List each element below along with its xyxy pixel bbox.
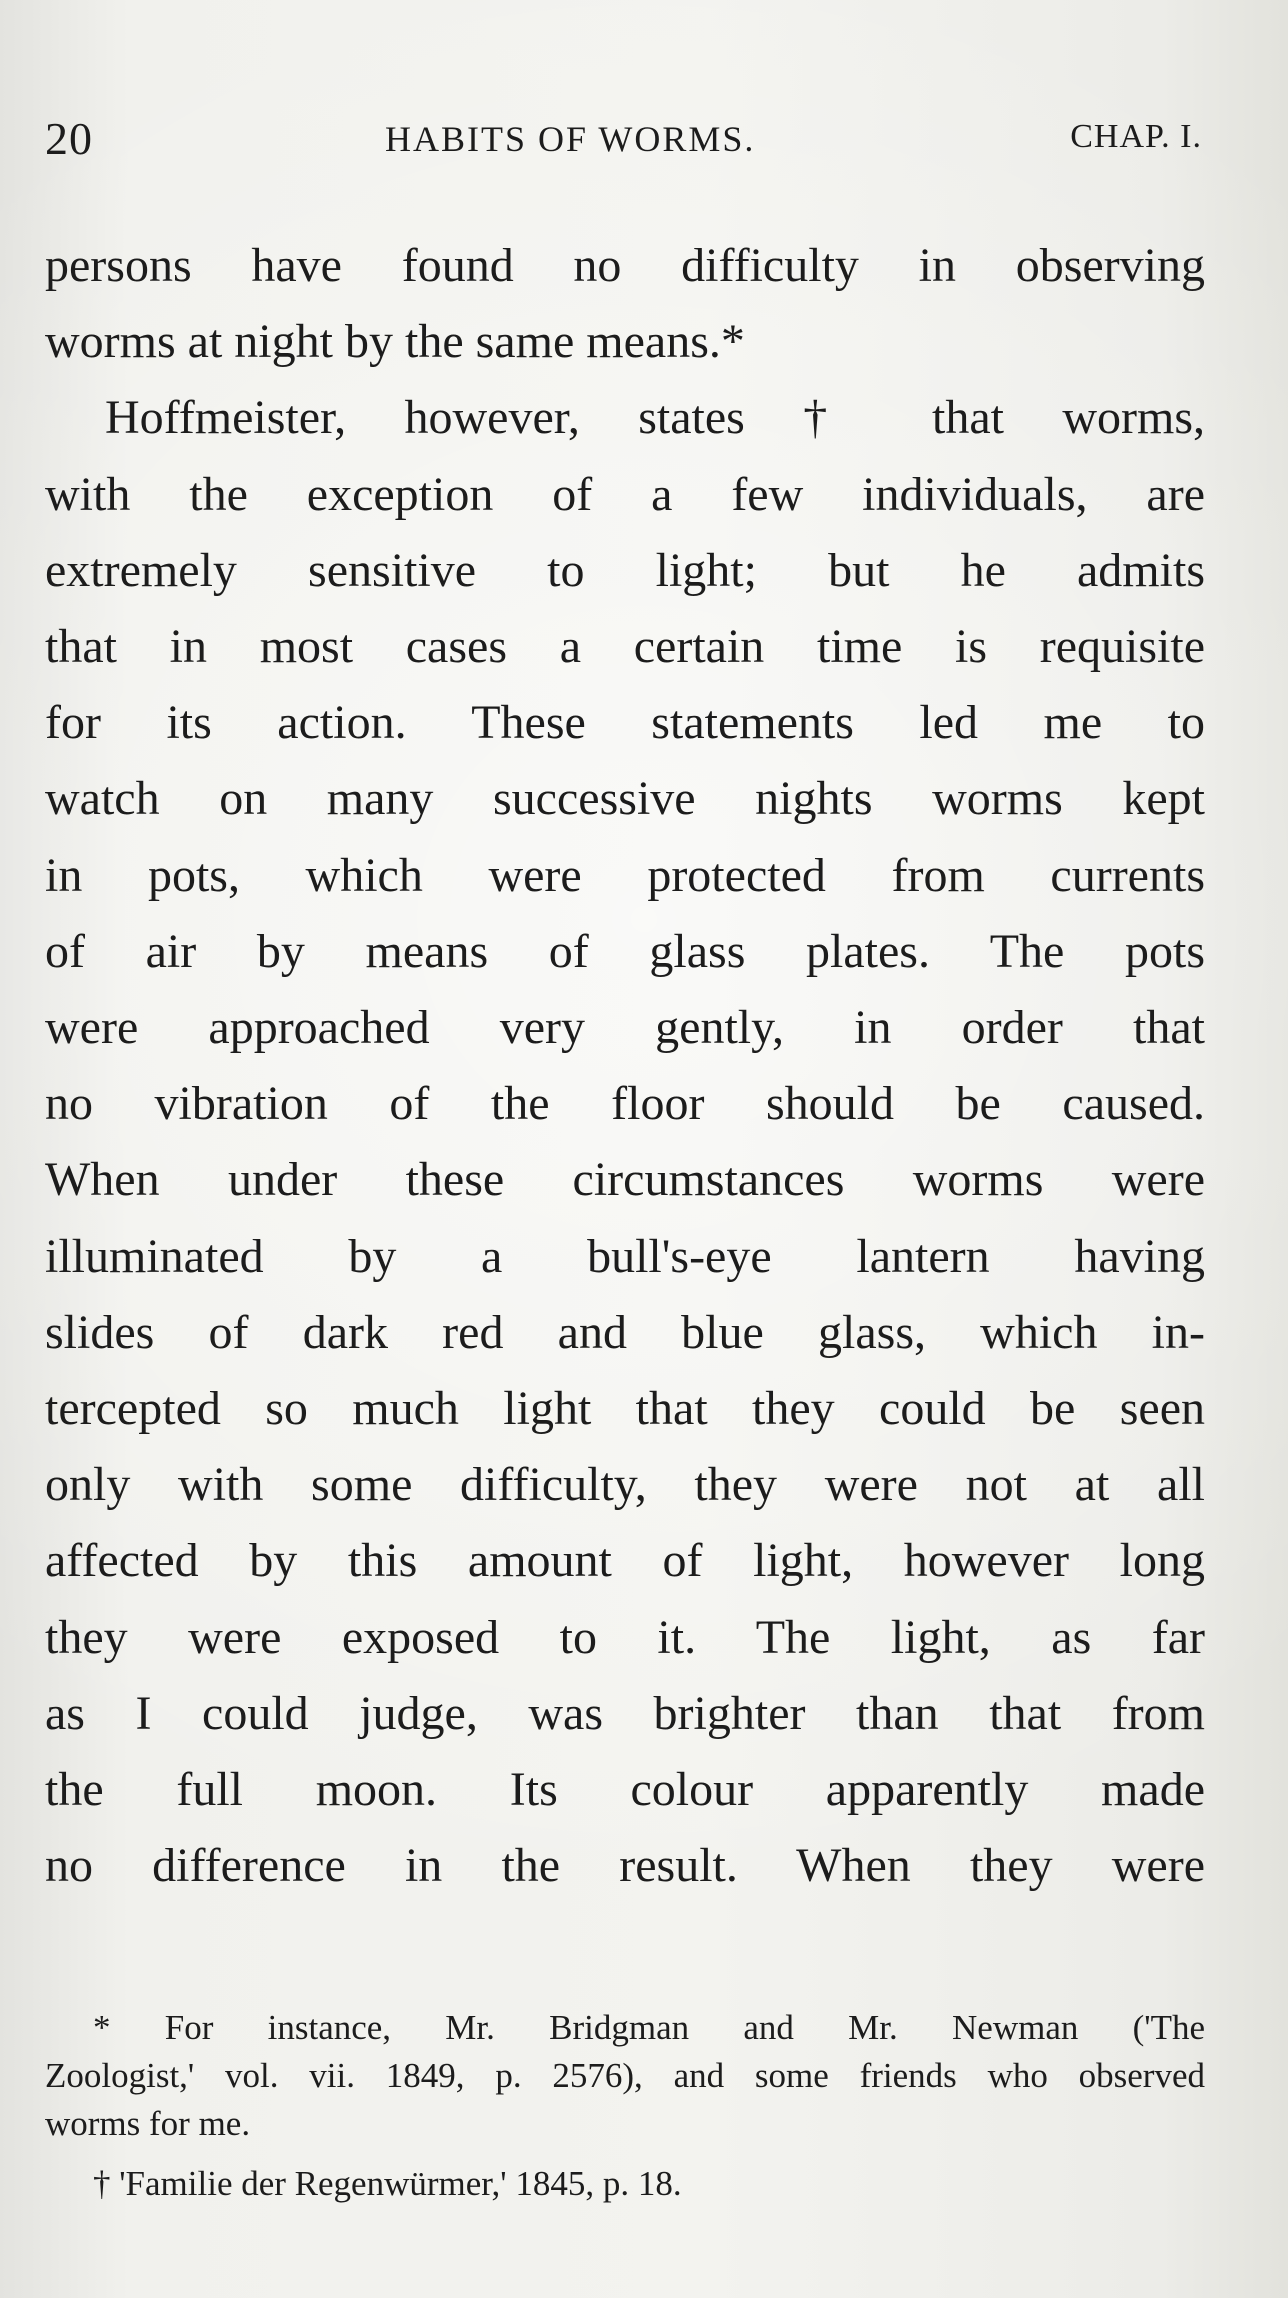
text-line: the full moon. Its colour apparently made	[45, 1763, 1205, 1817]
footnote-line: worms for me.	[45, 2104, 251, 2143]
text-line: that in most cases a certain time is requisite	[45, 620, 1205, 674]
text-line: When under these circumstances worms were	[45, 1153, 1205, 1207]
text-line: persons have found no difficulty in observing	[45, 239, 1205, 292]
body-text	[45, 228, 1205, 1904]
footnote-line: † 'Familie der Regenwürmer,' 1845, p. 18.	[93, 2164, 682, 2203]
text-line: no difference in the result. When they were	[45, 1839, 1205, 1893]
footnotes	[45, 2004, 1205, 2208]
text-line: for its action. These statements led me to	[45, 696, 1205, 750]
text-line: worms at night by the same means.*	[45, 315, 745, 369]
footnote-asterisk	[45, 2004, 1205, 2148]
text-line: only with some difficulty, they were not at all	[45, 1458, 1205, 1512]
text-line: they were exposed to it. The light, as far	[45, 1610, 1205, 1664]
text-line: tercepted so much light that they could be seen	[45, 1382, 1205, 1436]
text-line: of air by means of glass plates. The pots	[45, 924, 1205, 978]
text-line: no vibration of the floor should be caused.	[45, 1077, 1205, 1131]
footnote-line: Zoologist,' vol. vii. 1849, p. 2576), and some friends who observed	[45, 2056, 1205, 2095]
text-line: watch on many successive nights worms kept	[45, 772, 1205, 826]
text-line: Hoffmeister, however, states † that worms,	[105, 391, 1205, 445]
text-line: were approached very gently, in order that	[45, 1001, 1205, 1055]
page-number: 20	[45, 113, 93, 164]
text-line: affected by this amount of light, however long	[45, 1534, 1205, 1588]
text-line: extremely sensitive to light; but he admits	[45, 543, 1205, 597]
page-header	[45, 112, 1202, 172]
text-line: illuminated by a bull's-eye lantern having	[45, 1229, 1205, 1283]
chapter-label: CHAP. I.	[1070, 118, 1202, 155]
text-line: with the exception of a few individuals, are	[45, 467, 1205, 521]
footnote-line: * For instance, Mr. Bridgman and Mr. Newman ('The	[93, 2008, 1205, 2047]
text-line: in pots, which were protected from currents	[45, 848, 1205, 902]
footnote-dagger	[45, 2160, 1205, 2208]
text-line: as I could judge, was brighter than that from	[45, 1686, 1205, 1740]
text-line: slides of dark red and blue glass, which in-	[45, 1305, 1205, 1359]
running-title: HABITS OF WORMS.	[385, 119, 756, 159]
